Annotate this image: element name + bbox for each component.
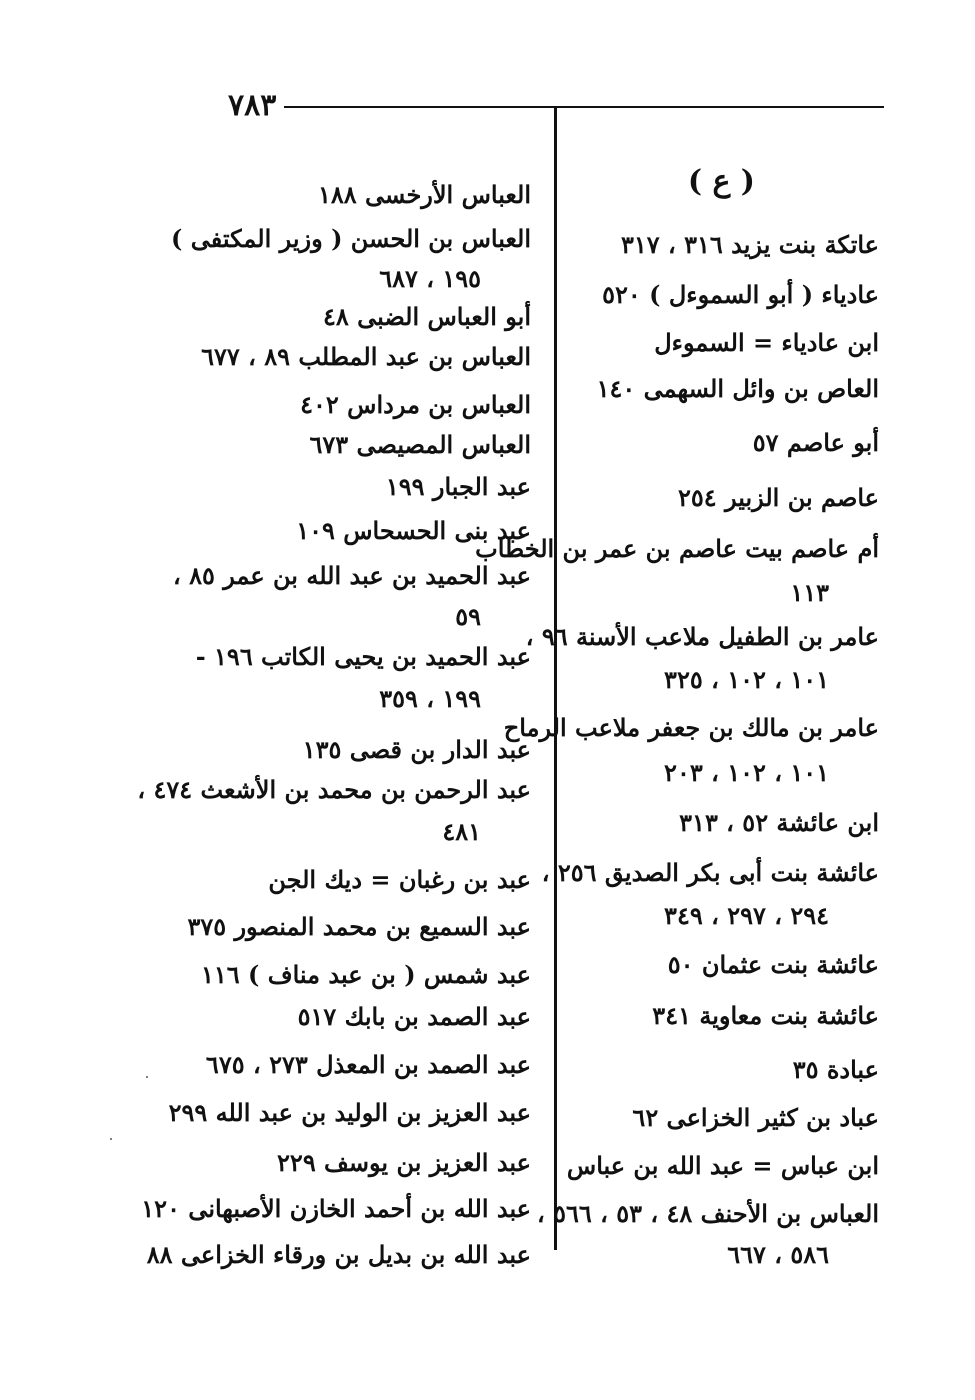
index-entry: عباد بن كثير الخزاعى ٦٢ (632, 1103, 879, 1132)
index-entry-continuation: ٥٩ (455, 602, 481, 631)
index-entry-continuation: ١٠١ ، ١٠٢ ، ٢٠٣ (664, 758, 829, 787)
index-entry: أبو عاصم ٥٧ (752, 428, 879, 457)
index-entry: عبد شمس ( بن عبد مناف ) ١١٦ (200, 960, 531, 989)
index-entry: أبو العباس الضبى ٤٨ (322, 302, 531, 331)
index-entry: أم عاصم بيت عاصم بن عمر بن الخطاب (475, 534, 879, 563)
index-entry-continuation: ٢٩٤ ، ٢٩٧ ، ٣٤٩ (664, 901, 829, 930)
index-entry-continuation: ٥٨٦ ، ٦٦٧ (727, 1240, 829, 1269)
index-entry: ابن عائشة ٥٢ ، ٣١٣ (679, 808, 879, 837)
column-divider (554, 108, 557, 1250)
index-entry: عامر بن مالك بن جعفر ملاعب الرماح (503, 713, 879, 742)
index-entry: عامر بن الطفيل ملاعب الأسنة ٩٦ ، (525, 622, 879, 651)
index-entry: العباس بن الحسن ( وزير المكتفى ) (171, 224, 531, 253)
index-entry: عائشة بنت عثمان ٥٠ (667, 950, 879, 979)
index-entry: عبد الحميد بن عبد الله بن عمر ٨٥ ، (172, 561, 531, 590)
index-entry: عائشة بنت أبى بكر الصديق ٢٥٦ ، (541, 858, 879, 887)
index-entry: عبد العزيز بن يوسف ٢٢٩ (277, 1148, 531, 1177)
section-letter: ( ع ) (687, 164, 755, 199)
index-entry: عبد الرحمن بن محمد بن الأشعث ٤٧٤ ، (137, 775, 531, 804)
index-entry: عبد الله بن بديل بن ورقاء الخزاعى ٨٨ (146, 1240, 531, 1269)
scan-speck (146, 1076, 148, 1078)
index-entry: عبد الجبار ١٩٩ (385, 472, 531, 501)
header-rule (284, 106, 884, 108)
index-entry: عبد الحميد بن يحيى الكاتب ١٩٦ - (195, 642, 531, 671)
index-entry: عادياء ( أبو السموءل ) ٥٢٠ (602, 280, 879, 309)
index-entry: عبد الدار بن قصى ١٣٥ (302, 735, 531, 764)
index-entry: العباس بن مرداس ٤٠٢ (300, 390, 531, 419)
index-entry: عبد الصمد بن المعذل ٢٧٣ ، ٦٧٥ (205, 1050, 531, 1079)
index-entry: عبد بنى الحسحاس ١٠٩ (296, 516, 531, 545)
index-entry-continuation: ١٩٩ ، ٣٥٩ (379, 684, 481, 713)
index-entry-continuation: ١٩٥ ، ٦٨٧ (379, 264, 481, 293)
index-entry-continuation: ١١٣ (790, 578, 829, 607)
index-entry-continuation: ٤٨١ (442, 817, 481, 846)
index-entry: العباس بن الأحنف ٤٨ ، ٥٣ ، ٥٦٦ ، (537, 1199, 879, 1228)
scan-speck (110, 1138, 112, 1140)
index-entry: عبادة ٣٥ (792, 1055, 879, 1084)
index-entry: عبد العزيز بن الوليد بن عبد الله ٢٩٩ (168, 1098, 531, 1127)
index-entry: العباس المصيصى ٦٧٣ (309, 430, 531, 459)
index-entry: عبد الصمد بن بابك ٥١٧ (297, 1002, 531, 1031)
index-entry: عبد السميع بن محمد المنصور ٣٧٥ (187, 912, 531, 941)
index-entry: عبد الله بن أحمد الخازن الأصبهانى ١٢٠ (141, 1194, 531, 1223)
index-entry: عاصم بن الزبير ٢٥٤ (677, 483, 879, 512)
index-entry-continuation: ١٠١ ، ١٠٢ ، ٣٢٥ (664, 665, 829, 694)
index-entry: ابن عادياء = السموءل (654, 328, 879, 357)
index-entry: العباس الأرخسى ١٨٨ (318, 180, 531, 209)
page-number: ٧٨٣ (228, 88, 277, 123)
index-entry: عبد بن رغبان = ديك الجن (268, 865, 531, 894)
index-entry: عائشة بنت معاوية ٣٤١ (652, 1001, 879, 1030)
index-entry: عاتكة بنت يزيد ٣١٦ ، ٣١٧ (621, 230, 879, 259)
index-entry: العباس بن عبد المطلب ٨٩ ، ٦٧٧ (201, 342, 531, 371)
index-entry: ابن عباس = عبد الله بن عباس (566, 1151, 879, 1180)
index-entry: العاص بن وائل السهمى ١٤٠ (596, 374, 879, 403)
